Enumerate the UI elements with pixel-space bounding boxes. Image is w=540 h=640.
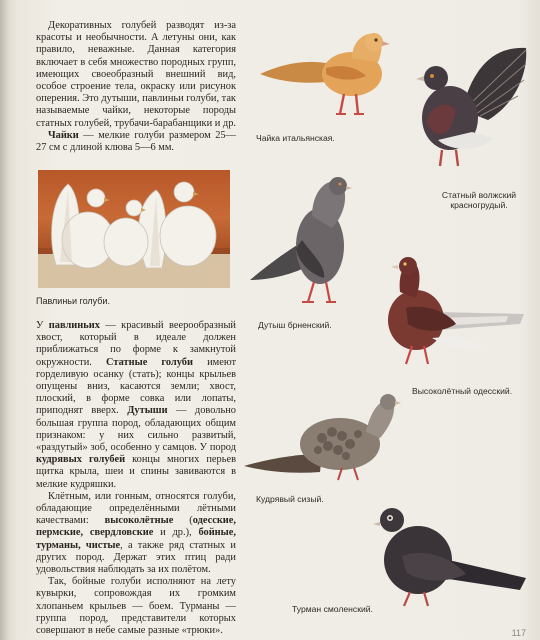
peacock-pigeons-illustration	[38, 170, 230, 288]
bold-term: бойные, турманы, чистые	[36, 527, 236, 551]
smolensk-tumbler-illustration	[370, 498, 530, 610]
page-number: 117	[511, 628, 526, 638]
bold-term: высоколётные	[104, 515, 174, 527]
paragraph-text: — красивый веерообразный хвост, который в идеале должен приближаться по форме к замкнутой окружности.	[36, 320, 236, 368]
paragraph-text: (	[173, 515, 193, 527]
paragraph-text: , а также ряд статных и других пород. Держат этих птиц ради удовольствия наблюдать за их полётом.	[36, 539, 236, 576]
caption-smolensk-tumbler: Турман смоленский.	[292, 604, 373, 614]
bold-term: Дутыши	[127, 405, 168, 417]
italian-gull-pigeon-illustration	[256, 22, 396, 122]
chaiki-paragraph	[36, 130, 236, 154]
caption-brno-pouter: Дутыш брненский.	[258, 320, 332, 330]
chaiki-term: Чайки	[48, 129, 79, 141]
breeds-paragraph	[36, 320, 236, 491]
volga-pouter-illustration	[402, 40, 532, 170]
paragraph-text: Клётным, или гонным, относятся голуби, обладающие определёнными лётными качествами:	[36, 490, 236, 527]
caption-curly-grey: Кудрявый сизый.	[256, 494, 324, 504]
paragraph-text: — довольно большая группа пород, обладающих общим признаком: у них сильно развитый, «раздутый» зоб, особенно у самцов. У пород	[36, 405, 236, 454]
caption-italian-gull: Чайка итальянская.	[256, 133, 335, 143]
bold-term: павлиньих	[48, 320, 100, 331]
chaiki-text: — мелкие голуби размером 25—27 см с длиной клюва 5—6 мм.	[36, 129, 236, 154]
caption-odessa-highflyer: Высоколётный одесский.	[412, 386, 513, 396]
paragraph-text: концы многих перьев щитка крыла, шеи и спины завиваются в мелкие кудряшки.	[36, 454, 236, 490]
intro-text-block	[36, 20, 236, 154]
paragraph-text: Так, бойные голуби исполняют на лету кувырки, сопровождая их громким хлопаньем крыльев — боем. Турманы — группа пород, представители которых совершают в небе самые разные «трюки».	[36, 576, 236, 637]
bold-term: Статные голуби	[105, 356, 193, 368]
tumblers-paragraph	[36, 576, 236, 637]
bold-term: одесские, пермские, свердловские	[36, 515, 237, 539]
book-spine-shadow	[0, 0, 10, 640]
odessa-highflyer-illustration	[376, 252, 526, 372]
photo-caption: Павлиньи голуби.	[36, 296, 110, 306]
flying-pigeons-paragraph	[36, 491, 236, 576]
brno-pouter-illustration	[246, 170, 366, 310]
bold-term: кудрявых голубей	[36, 454, 126, 466]
paragraph-text: имеют горделивую осанку (стать); концы крыльев опущены вниз, касаются земли; хвост, плоский, в форме совка или лопаты, приподнят вверх.	[36, 356, 237, 417]
paragraph-text: и др.),	[153, 527, 199, 539]
peacock-pigeons-photo	[38, 170, 230, 288]
paragraph-text: У	[36, 320, 49, 331]
curly-grey-illustration	[242, 386, 402, 482]
body-text-block	[36, 320, 236, 637]
caption-volga-pouter: Статный волжский красногрудый.	[441, 190, 517, 210]
intro-paragraph: Декоративных голубей разводят из-за красоты и необычности. А летуны они, как правило, неважные. Данная категория включает в себя множество породных групп, имеющих своеобразный внешний вид, особое строение тела, окраску или рисунок оперения. Это дутыши, павлиньи голуби, так называемые чайки, некоторые породы статных голубей, трубачи-барабанщики и др.	[36, 20, 237, 129]
